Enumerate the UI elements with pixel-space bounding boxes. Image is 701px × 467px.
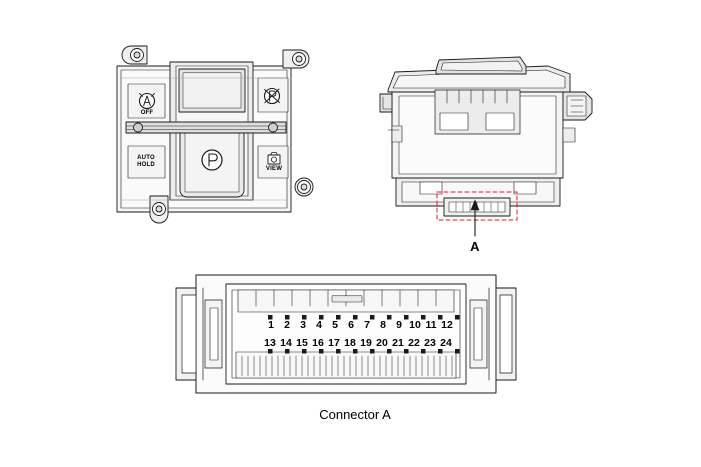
connector-a-pinout — [176, 275, 516, 393]
pin-numbers-row-2 — [262, 337, 454, 349]
pin-number: 15 — [296, 337, 308, 349]
pin-number: 20 — [376, 337, 388, 349]
pin-number: 9 — [396, 319, 402, 331]
pin-number: 2 — [284, 319, 290, 331]
pin-number: 4 — [316, 319, 322, 331]
auto-hold-off-label: OFF — [140, 110, 154, 116]
pin-number: 11 — [425, 319, 437, 331]
callout-a-label: A — [470, 239, 480, 254]
pin-number: 12 — [441, 319, 453, 331]
pin-number: 17 — [328, 337, 340, 349]
pin-number: 10 — [409, 319, 421, 331]
pin-number: 5 — [332, 319, 338, 331]
connector-caption: Connector A — [319, 407, 391, 422]
switch-assembly-top-view — [117, 46, 313, 223]
pin-number: 22 — [408, 337, 420, 349]
parking-brake-paddle-icon — [202, 150, 222, 170]
pin-number: 24 — [440, 337, 452, 349]
auto-hold-label: AUTO HOLD — [137, 155, 155, 168]
pin-number: 23 — [424, 337, 436, 349]
pin-number: 3 — [300, 319, 306, 331]
pin-number: 18 — [344, 337, 356, 349]
pin-number: 14 — [280, 337, 292, 349]
pin-number: 19 — [360, 337, 372, 349]
pin-numbers-row-1 — [263, 319, 455, 331]
pin-number: 7 — [364, 319, 370, 331]
auto-hold-a-icon — [140, 94, 155, 109]
view-label: VIEW — [265, 166, 283, 172]
pin-number: 6 — [348, 319, 354, 331]
parking-brake-p-icon — [265, 89, 280, 104]
pin-number: 13 — [264, 337, 276, 349]
pin-number: 16 — [312, 337, 324, 349]
pin-number: 21 — [392, 337, 404, 349]
pin-number: 8 — [380, 319, 386, 331]
pin-number: 1 — [268, 319, 274, 331]
